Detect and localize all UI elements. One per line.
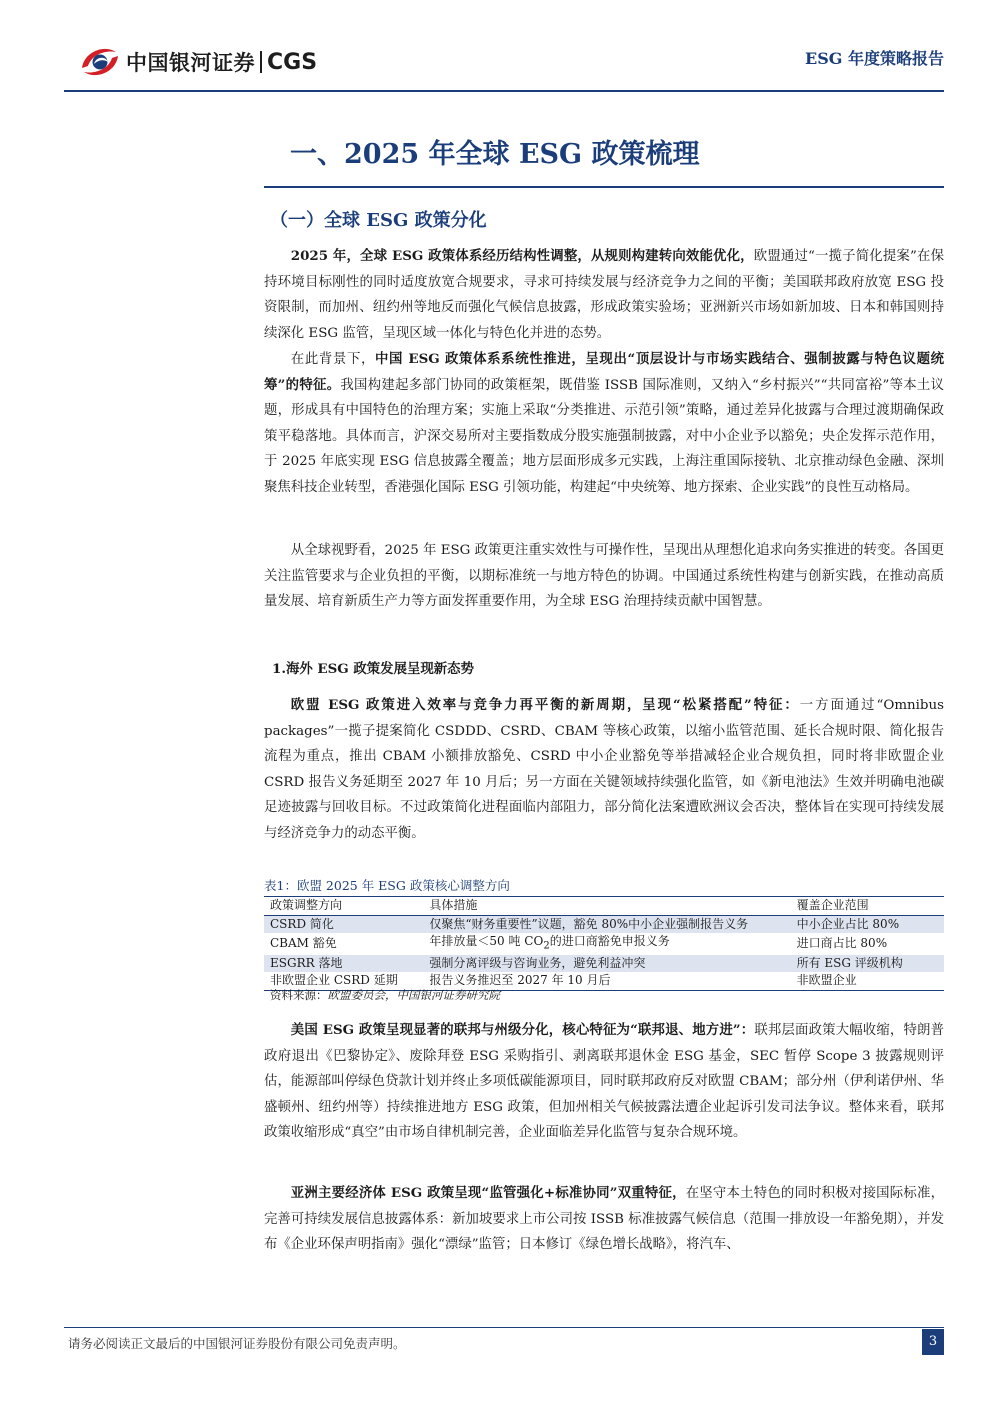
table-cell: 仅聚焦“财务重要性”议题，豁免 80%中小企业强制报告义务 xyxy=(423,915,790,933)
paragraph-lead-bold: 亚洲主要经济体 ESG 政策呈现“监管强化+标准协同”双重特征， xyxy=(290,1185,686,1201)
paragraph-body: 联邦层面政策大幅收缩，特朗普政府退出《巴黎协定》、废除拜登 ESG 采购指引、剥离联邦退休金 ESG 基金，SEC 暂停 Scope 3 披露规则评估，能源部叫停绿色贷款计划并终止多项低碳能源项目，同时联邦政府反对欧盟 CBAM；部分州（伊利诺伊州、华盛顿州、纽约州等）持续推进地方 ESG 政策，但加州相关气候披露法遭企业起诉引发司法争议。整体来看，联邦政策收缩形成“真空”由市场自律机制完善，企业面临差异化监管与复杂合规环境。 xyxy=(264,1023,945,1141)
table-header-cell: 覆盖企业范围 xyxy=(791,897,944,916)
paragraph-lead-bold: 2025 年，全球 ESG 政策体系经历结构性调整，从规则构建转向效能优化， xyxy=(290,248,754,264)
co2-subscript: 2 xyxy=(543,940,550,952)
paragraph-lead-bold: 欧盟 ESG 政策进入效率与竞争力再平衡的新周期，呈现“松紧搭配”特征： xyxy=(290,697,800,713)
chapter-title: 一、2025 年全球 ESG 政策梳理 xyxy=(290,139,700,170)
paragraph-china-policy xyxy=(264,347,944,501)
paragraph-asia-policy xyxy=(264,1181,944,1258)
page-header xyxy=(78,42,944,86)
table-caption: 表1：欧盟 2025 年 ESG 政策核心调整方向 xyxy=(264,878,510,893)
table-cell: ESGRR 落地 xyxy=(264,955,423,973)
table-cell-text: 的进口商豁免申报义务 xyxy=(549,934,670,948)
table-cell: CSRD 简化 xyxy=(264,915,423,933)
paragraph-body: 在坚守本土特色的同时积极对接国际标准，完善可持续发展信息披露体系：新加坡要求上市公司按 ISSB 标准披露气候信息（范围一排放设一年豁免期），并发布《企业环保声明指南》强化“漂绿”监管；日本修订《绿色增长战略》，将汽车、 xyxy=(264,1186,944,1253)
table-cell: CBAM 豁免 xyxy=(270,936,337,951)
paragraph-us-policy xyxy=(264,1018,944,1146)
report-name: ESG 年度策略报告 xyxy=(805,49,944,68)
paragraph-eu-policy xyxy=(264,693,944,847)
table-cell-text: 年排放量＜50 吨 CO xyxy=(429,934,544,948)
brand-name-en: CGS xyxy=(267,49,318,75)
header-divider xyxy=(64,90,944,92)
eu-policy-table xyxy=(264,896,944,991)
table-cell: 所有 ESG 评级机构 xyxy=(791,955,944,973)
table-cell xyxy=(423,933,790,955)
footer-disclaimer: 请务必阅读正文最后的中国银河证券股份有限公司免责声明。 xyxy=(68,1336,406,1351)
brand-name-cn: 中国银河证券 xyxy=(126,51,255,75)
paragraph-global-overview xyxy=(264,244,944,346)
table-cell: 非欧盟企业 CSRD 延期 xyxy=(264,972,423,990)
chapter-divider xyxy=(264,186,944,188)
source-label: 资料来源： xyxy=(270,988,328,1002)
paragraph-lead: 在此背景下， xyxy=(290,352,376,367)
brand-logo xyxy=(78,42,317,82)
galaxy-logo-icon xyxy=(78,42,122,82)
paragraph-lead-bold: 美国 ESG 政策呈现显著的联邦与州级分化，核心特征为“联邦退、地方进”： xyxy=(290,1022,755,1038)
table-header-cell: 具体措施 xyxy=(423,897,790,916)
table-row xyxy=(264,955,944,973)
subsection-title: 1.海外 ESG 政策发展呈现新态势 xyxy=(272,661,474,677)
paragraph-global-view: 从全球视野看，2025 年 ESG 政策更注重实效性与可操作性，呈现出从理想化追求向务实推进的转变。各国更关注监管要求与企业负担的平衡，以期标准统一与地方特色的协调。中国通过系统性构建与创新实践，在推动高质量发展、培育新质生产力等方面发挥重要作用，为全球 ESG 治理持续贡献中国智慧。 xyxy=(264,543,944,610)
table-cell: 强制分离评级与咨询业务，避免利益冲突 xyxy=(423,955,790,973)
source-text: 欧盟委员会，中国银河证券研究院 xyxy=(327,988,500,1002)
table-source xyxy=(270,987,500,1003)
table-header-cell: 政策调整方向 xyxy=(264,897,423,916)
table-header-row xyxy=(264,897,944,916)
table-cell: 非欧盟企业 xyxy=(791,972,944,990)
table-row xyxy=(264,933,944,955)
paragraph-lead-bold: 中国 ESG 政策体系系统性推进，呈现出“顶层设计与市场实践结合、强制披露与特色议题统筹”的特征。 xyxy=(264,351,944,393)
paragraph-body: 我国构建起多部门协同的政策框架，既借鉴 ISSB 国际准则，又纳入“乡村振兴”“共同富裕”等本土议题，形成具有中国特色的治理方案；实施上采取“分类推进、示范引领”策略，通过差异化披露与合理过渡期确保政策平稳落地。具体而言，沪深交易所对主要指数成分股实施强制披露，对中小企业予以豁免；央企发挥示范作用，于 2025 年底实现 ESG 信息披露全覆盖；地方层面形成多元实践，上海注重国际接轨、北京推动绿色金融、深圳聚焦科技企业转型，香港强化国际 ESG 引领功能，构建起“中央统筹、地方探索、企业实践”的良性互动格局。 xyxy=(264,377,945,495)
table-cell: 中小企业占比 80% xyxy=(791,915,944,933)
page-number: 3 xyxy=(922,1329,944,1355)
table-row xyxy=(264,915,944,933)
table-cell: 报告义务推迟至 2027 年 10 月后 xyxy=(423,972,790,990)
paragraph-body: 一方面通过“Omnibus packages”一揽子提案简化 CSDDD、CSRD、CBAM 等核心政策，以缩小监管范围、延长合规时限、简化报告流程为重点，推出 CBAM 小额排放豁免、CSRD 中小企业豁免等举措减轻企业合规负担，同时将非欧盟企业 CSRD 报告义务延期至 2027 年 10 月后；另一方面在关键领域持续强化监管，如《新电池法》生效并明确电池碳足迹披露与回收目标。不过政策简化进程面临内部阻力，部分简化法案遭欧洲议会否决，整体旨在实现可持续发展与经济竞争力的动态平衡。 xyxy=(264,698,945,841)
table-cell: 进口商占比 80% xyxy=(796,936,888,951)
section-title: （一）全球 ESG 政策分化 xyxy=(270,210,487,231)
paragraph-body: 欧盟通过“一揽子简化提案”在保持环境目标刚性的同时适度放宽合规要求，寻求可持续发展与经济竞争力之间的平衡；美国联邦政府放宽 ESG 投资限制，而加州、纽约州等地反而强化气候信息披露，形成政策实验场；亚洲新兴市场如新加坡、日本和韩国则持续深化 ESG 监管，呈现区域一体化与特色化并进的态势。 xyxy=(264,249,944,341)
brand-divider xyxy=(260,51,262,73)
footer-divider xyxy=(64,1327,944,1328)
